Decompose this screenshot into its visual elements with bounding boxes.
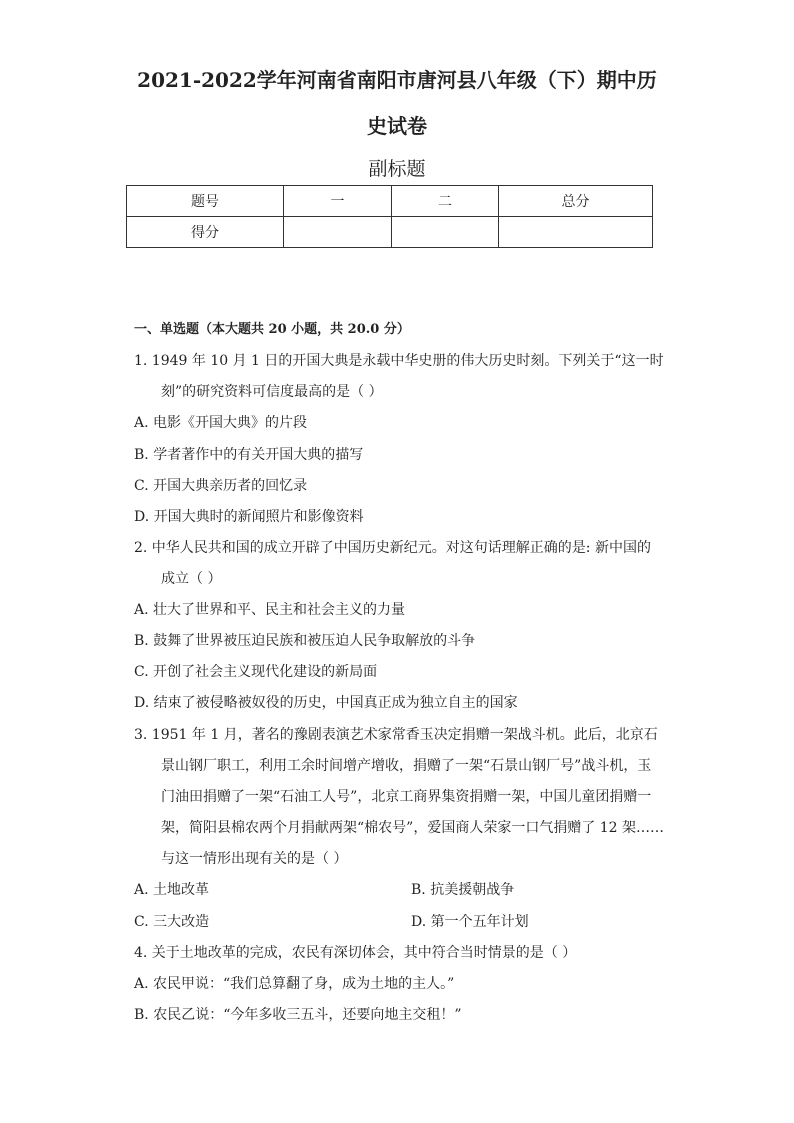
- subtitle: 副标题: [368, 158, 426, 180]
- question-2-text: 2. 中华人民共和国的成立开辟了中国历史新纪元。对这句话理解正确的是: 新中国的: [134, 540, 651, 556]
- score-table-header-row: [127, 186, 653, 217]
- score-header-cell: 总分: [499, 186, 653, 217]
- question-1-option-c: C. 开国大典亲历者的回忆录: [134, 478, 308, 494]
- question-1-text: 刻”的研究资料可信度最高的是（ ）: [161, 384, 383, 400]
- question-4-option-a: A. 农民甲说：“我们总算翻了身，成为土地的主人。”: [134, 976, 455, 992]
- exam-title-line2: 史试卷: [367, 114, 427, 138]
- score-table: [126, 185, 653, 248]
- question-3-text: 架，简阳县棉农两个月捐献两架“棉农号”，爱国商人荣家一口气捐赠了 12 架……: [161, 820, 665, 836]
- question-2-option-c: C. 开创了社会主义现代化建设的新局面: [134, 664, 378, 680]
- question-3-text: 景山钢厂职工，利用工余时间增产增收，捐赠了一架“石景山钢厂号”战斗机，玉: [161, 758, 652, 774]
- question-2-text: 成立（ ）: [161, 571, 222, 587]
- score-header-cell: 题号: [127, 186, 284, 217]
- question-1-text: 1. 1949 年 10 月 1 日的开国大典是永载中华史册的伟大历史时刻。下列关于“这一时: [134, 353, 664, 369]
- question-3-text: 门油田捐赠了一架“石油工人号”，北京工商界集资捐赠一架，中国儿童团捐赠一: [161, 789, 652, 805]
- question-1-option-d: D. 开国大典时的新闻照片和影像资料: [134, 509, 364, 525]
- question-2-option-b: B. 鼓舞了世界被压迫民族和被压迫人民争取解放的斗争: [134, 633, 476, 649]
- question-3-option-c: C. 三大改造: [134, 914, 210, 930]
- question-4-text: 4. 关于土地改革的完成，农民有深切体会，其中符合当时情景的是（ ）: [134, 945, 577, 961]
- section-heading: 一、单选题（本大题共 20 小题，共 20.0 分）: [134, 322, 410, 337]
- question-3-text: 与这一情形出现有关的是（ ）: [161, 851, 348, 867]
- question-3-option-d: D. 第一个五年计划: [411, 914, 529, 930]
- question-3-option-a: A. 土地改革: [134, 882, 210, 898]
- score-table-score-row: [127, 217, 653, 248]
- score-cell: [284, 217, 392, 248]
- score-cell: [392, 217, 499, 248]
- question-2-option-d: D. 结束了被侵略被奴役的历史，中国真正成为独立自主的国家: [134, 695, 518, 711]
- score-header-cell: 二: [392, 186, 499, 217]
- question-1-option-b: B. 学者著作中的有关开国大典的描写: [134, 447, 364, 463]
- question-4-option-b: B. 农民乙说：“今年多收三五斗，还要向地主交租！”: [134, 1007, 462, 1023]
- score-row-label: 得分: [127, 217, 284, 248]
- score-header-cell: 一: [284, 186, 392, 217]
- question-2-option-a: A. 壮大了世界和平、民主和社会主义的力量: [134, 602, 406, 618]
- question-3-option-b: B. 抗美援朝战争: [411, 882, 515, 898]
- question-1-option-a: A. 电影《开国大典》的片段: [134, 415, 308, 431]
- score-cell: [499, 217, 653, 248]
- exam-title-line1: 2021-2022学年河南省南阳市唐河县八年级（下）期中历: [137, 68, 657, 92]
- question-3-text: 3. 1951 年 1 月，著名的豫剧表演艺术家常香玉决定捐赠一架战斗机。此后，北京石: [134, 727, 658, 743]
